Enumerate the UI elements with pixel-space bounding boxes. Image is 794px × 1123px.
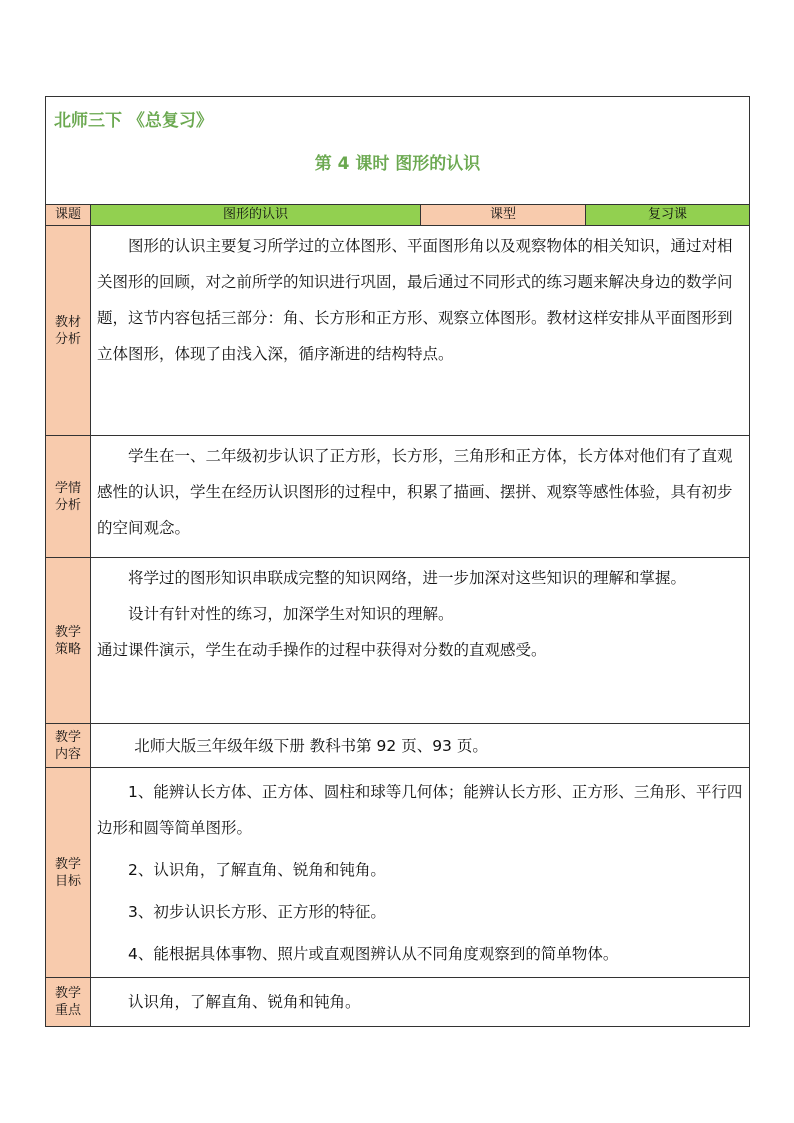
header-row — [46, 97, 749, 205]
key-point-row — [46, 978, 749, 1026]
goal-4: 4、能根据具体事物、照片或直观图辨认从不同角度观察到的简单物体。 — [128, 945, 619, 963]
material-analysis-content — [91, 226, 749, 435]
teaching-content-label: 教学内容 — [46, 724, 91, 767]
key-point-content — [91, 978, 749, 1026]
student-analysis-text: 学生在一、二年级初步认识了正方形，长方形，三角形和正方体，长方体对他们有了直观感性的认识，学生在经历认识图形的过程中，积累了描画、摆拼、观察等感性体验，具有初步的空间观念。 — [97, 447, 733, 537]
teaching-content-content — [91, 724, 749, 767]
key-point-label: 教学重点 — [46, 978, 91, 1026]
topic-label: 课题 — [46, 205, 91, 225]
topic-value: 图形的认识 — [91, 205, 421, 225]
student-analysis-label: 学情分析 — [46, 436, 91, 557]
goal-2: 2、认识角，了解直角、锐角和钝角。 — [128, 861, 386, 879]
document-title: 北师三下 《总复习》 — [54, 111, 213, 131]
teaching-goals-label: 教学目标 — [46, 768, 91, 977]
material-analysis-label: 教材分析 — [46, 226, 91, 435]
teaching-content-row — [46, 724, 749, 768]
material-analysis-row — [46, 226, 749, 436]
teaching-strategy-row — [46, 558, 749, 724]
material-analysis-text: 图形的认识主要复习所学过的立体图形、平面图形角以及观察物体的相关知识，通过对相关图形的回顾，对之前所学的知识进行巩固，最后通过不同形式的练习题来解决身边的数学问题，这节内容包括三部分：角、长方形和正方形、观察立体图形。教材这样安排从平面图形到立体图形，体现了由浅入深，循序渐进的结构特点。 — [97, 237, 733, 363]
goal-1: 1、能辨认长方体、正方体、圆柱和球等几何体；能辨认长方形、正方形、三角形、平行四边形和圆等简单图形。 — [97, 783, 743, 837]
teaching-goals-row — [46, 768, 749, 978]
teaching-strategy-content — [91, 558, 749, 723]
strategy-paragraph-3: 通过课件演示，学生在动手操作的过程中获得对分数的直观感受。 — [97, 641, 547, 659]
teaching-strategy-label: 教学策略 — [46, 558, 91, 723]
teaching-content-text: 北师大版三年级年级下册 教科书第 92 页、93 页。 — [134, 737, 488, 755]
type-label: 课型 — [421, 205, 586, 225]
lesson-plan-table — [45, 96, 750, 1027]
type-value: 复习课 — [586, 205, 749, 225]
student-analysis-row — [46, 436, 749, 558]
meta-row — [46, 205, 749, 226]
lesson-title: 第 4 课时 图形的认识 — [314, 154, 481, 174]
goal-3: 3、初步认识长方形、正方形的特征。 — [128, 903, 386, 921]
student-analysis-content — [91, 436, 749, 557]
strategy-paragraph-2: 设计有针对性的练习，加深学生对知识的理解。 — [128, 605, 454, 623]
strategy-paragraph-1: 将学过的图形知识串联成完整的知识网络，进一步加深对这些知识的理解和掌握。 — [128, 569, 687, 587]
key-point-text: 认识角，了解直角、锐角和钝角。 — [128, 993, 361, 1011]
teaching-goals-content — [91, 768, 749, 977]
